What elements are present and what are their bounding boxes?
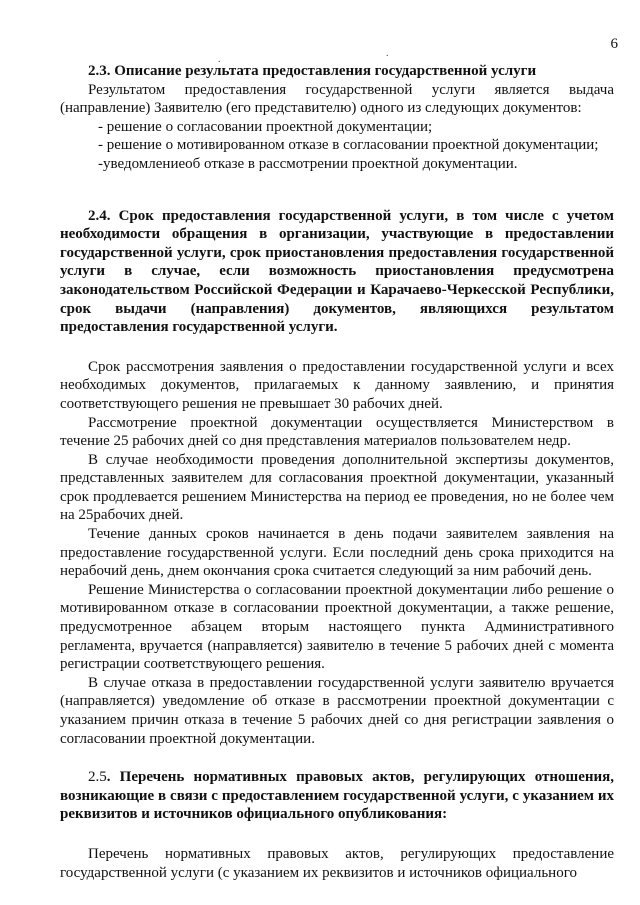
paragraph: Перечень нормативных правовых актов, регулирующих предоставление государственной услуги (с указанием их реквизитов и источников официального xyxy=(60,845,614,881)
section-2-5-number: 2.5 xyxy=(88,769,107,786)
paragraph: Срок рассмотрения заявления о предоставлении государственной услуги и всех необходимых документов, прилагаемых к данному заявлению, и принятия соответствующего решения не превышает 30 рабочих дней. xyxy=(60,358,614,412)
list-item: - решение о мотивированном отказе в согласовании проектной документации; xyxy=(98,137,599,154)
scan-mark: . xyxy=(386,48,389,59)
page-number: 6 xyxy=(610,36,618,52)
section-2-4-heading: 2.4. Срок предоставления государственной услуги, в том числе с учетом необходимости обращения в организации, участвующие в предоставлении государственной услуги, срок приостановления предоставления государственной услуги в случае, если возможность приостановления предусмотрена законодательством Российской Федерации и Карачаево-Черкесской Республики, срок выдачи (направления) документов, являющихся результатом предоставления государственной услуги. xyxy=(60,207,614,336)
section-2-3-intro: Результатом предоставления государственной услуги является выдача (направление) Заявителю (его представителю) одного из следующих документов: xyxy=(60,81,614,117)
section-2-5-title: . Перечень нормативных правовых актов, регулирующих отношения, возникающие в связи с предоставлением государственной услуги, с указанием их реквизитов и источников официального опубликования: xyxy=(60,769,614,823)
section-2-3-heading: 2.3. Описание результата предоставления государственной услуги xyxy=(88,63,537,79)
section-2-5-heading xyxy=(60,768,614,824)
paragraph: Течение данных сроков начинается в день подачи заявителем заявления на предоставление государственной услуги. Если последний день срока приходится на нерабочий день, днем окончания срока считается следующий за ним рабочий день. xyxy=(60,526,614,580)
paragraph: В случае необходимости проведения дополнительной экспертизы документов, представленных заявителем для согласования проектной документации, указанный срок продлевается решением Министерства на период ее проведения, но не более чем на 25рабочих дней. xyxy=(60,451,614,524)
list-item: - решение о согласовании проектной документации; xyxy=(98,118,433,135)
paragraph: Рассмотрение проектной документации осуществляется Министерством в течение 25 рабочих дней со дня представления материалов пользователем недр. xyxy=(60,414,614,450)
document-body xyxy=(60,62,614,882)
scan-mark: . xyxy=(218,54,221,65)
paragraph: В случае отказа в предоставлении государственной услуги заявителю вручается (направляется) уведомление об отказе в рассмотрении проектной документации с указанием причин отказа в течение 5 рабочих дней со дня регистрации заявления о согласовании проектной документации. xyxy=(60,674,614,747)
paragraph: Решение Министерства о согласовании проектной документации либо решение о мотивированном отказе в согласовании проектной документации, а также решение, предусмотренное абзацем вторым настоящего пункта Административного регламента, вручается (направляется) заявителю в течение 5 рабочих дней с момента регистрации соответствующего решения. xyxy=(60,581,614,673)
list-item: -уведомлениеоб отказе в рассмотрении проектной документации. xyxy=(98,155,518,172)
